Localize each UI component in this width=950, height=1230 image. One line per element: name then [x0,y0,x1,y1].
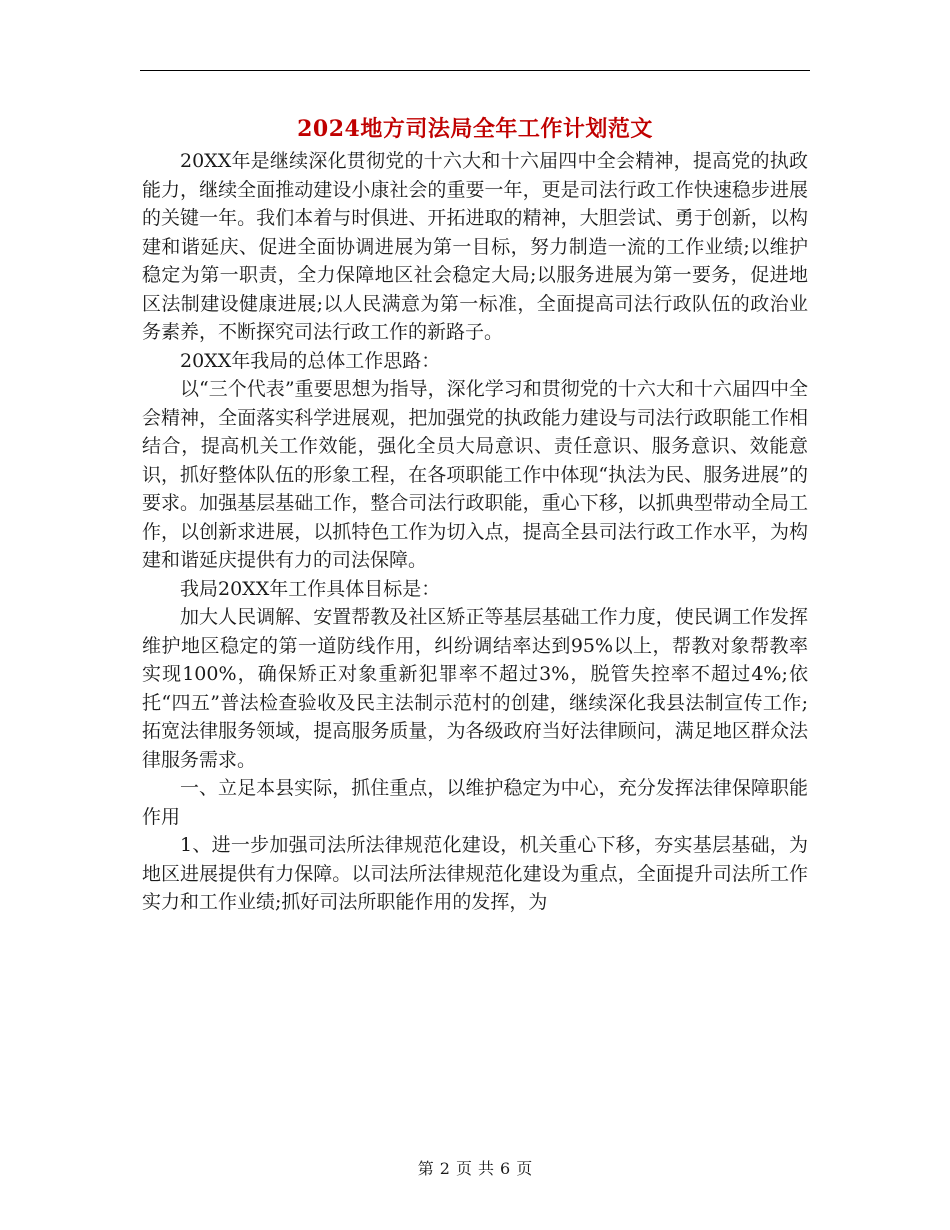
paragraph-overall-thinking: 以“三个代表”重要思想为指导，深化学习和贯彻党的十六大和十六届四中全会精神，全面落实科学进展观，把加强党的执政能力建设与司法行政职能工作相结合，提高机关工作效能，强化全员大局意识、责任意识、服务意识、效能意识，抓好整体队伍的形象工程，在各项职能工作中体现“执法为民、服务进展”的要求。加强基层基础工作，整合司法行政职能，重心下移，以抓典型带动全局工作，以创新求进展，以抓特色工作为切入点，提高全县司法行政工作水平，为构建和谐延庆提供有力的司法保障。 [142,378,808,571]
header-rule [140,70,810,71]
page-label-mid1: 页 [455,1159,472,1178]
page-label-mid2: 共 [478,1159,495,1178]
paragraph-goals-heading: 我局20XX年工作具体目标是： [180,577,441,600]
section-heading-1: 一、立足本县实际，抓住重点，以维护稳定为中心，充分发挥法律保障职能作用 [142,777,808,828]
paragraph-intro: 20XX年是继续深化贯彻党的十六大和十六届四中全会精神，提高党的执政能力，继续全面推动建设小康社会的重要一年，更是司法行政工作快速稳步进展的关键一年。我们本着与时俱进、开拓进取的精神，大胆尝试、勇于创新，以构建和谐延庆、促进全面协调进展为第一目标，努力制造一流的工作业绩;以维护稳定为第一职责，全力保障地区社会稳定大局;以服务进展为第一要务，促进地区法制建设健康进展;以人民满意为第一标准，全面提高司法行政队伍的政治业务素养，不断探究司法行政工作的新路子。 [142,150,808,343]
paragraph-goals: 加大人民调解、安置帮教及社区矫正等基层基础工作力度，使民调工作发挥维护地区稳定的第一道防线作用，纠纷调结率达到95%以上，帮教对象帮教率实现100%，确保矫正对象重新犯罪率不超过3%，脱管失控率不超过4%;依托“四五”普法检查验收及民主法制示范村的创建，继续深化我县法制宣传工作;拓宽法律服务领域，提高服务质量，为各级政府当好法律顾问，满足地区群众法律服务需求。 [142,606,808,771]
current-page-number: 2 [439,1159,450,1178]
total-page-number: 6 [500,1159,511,1178]
document-body [142,147,808,917]
paragraph-item-1: 1、进一步加强司法所法律规范化建设，机关重心下移，夯实基层基础，为地区进展提供有力保障。以司法所法律规范化建设为重点，全面提升司法所工作实力和工作业绩;抓好司法所职能作用的发挥，为 [142,834,808,913]
page-label-prefix: 第 [417,1159,434,1178]
paragraph-overall-thinking-heading: 20XX年我局的总体工作思路： [180,349,441,372]
page-footer [0,1156,950,1179]
document-title: 2024地方司法局全年工作计划范文 [297,116,653,142]
page-label-suffix: 页 [516,1159,533,1178]
